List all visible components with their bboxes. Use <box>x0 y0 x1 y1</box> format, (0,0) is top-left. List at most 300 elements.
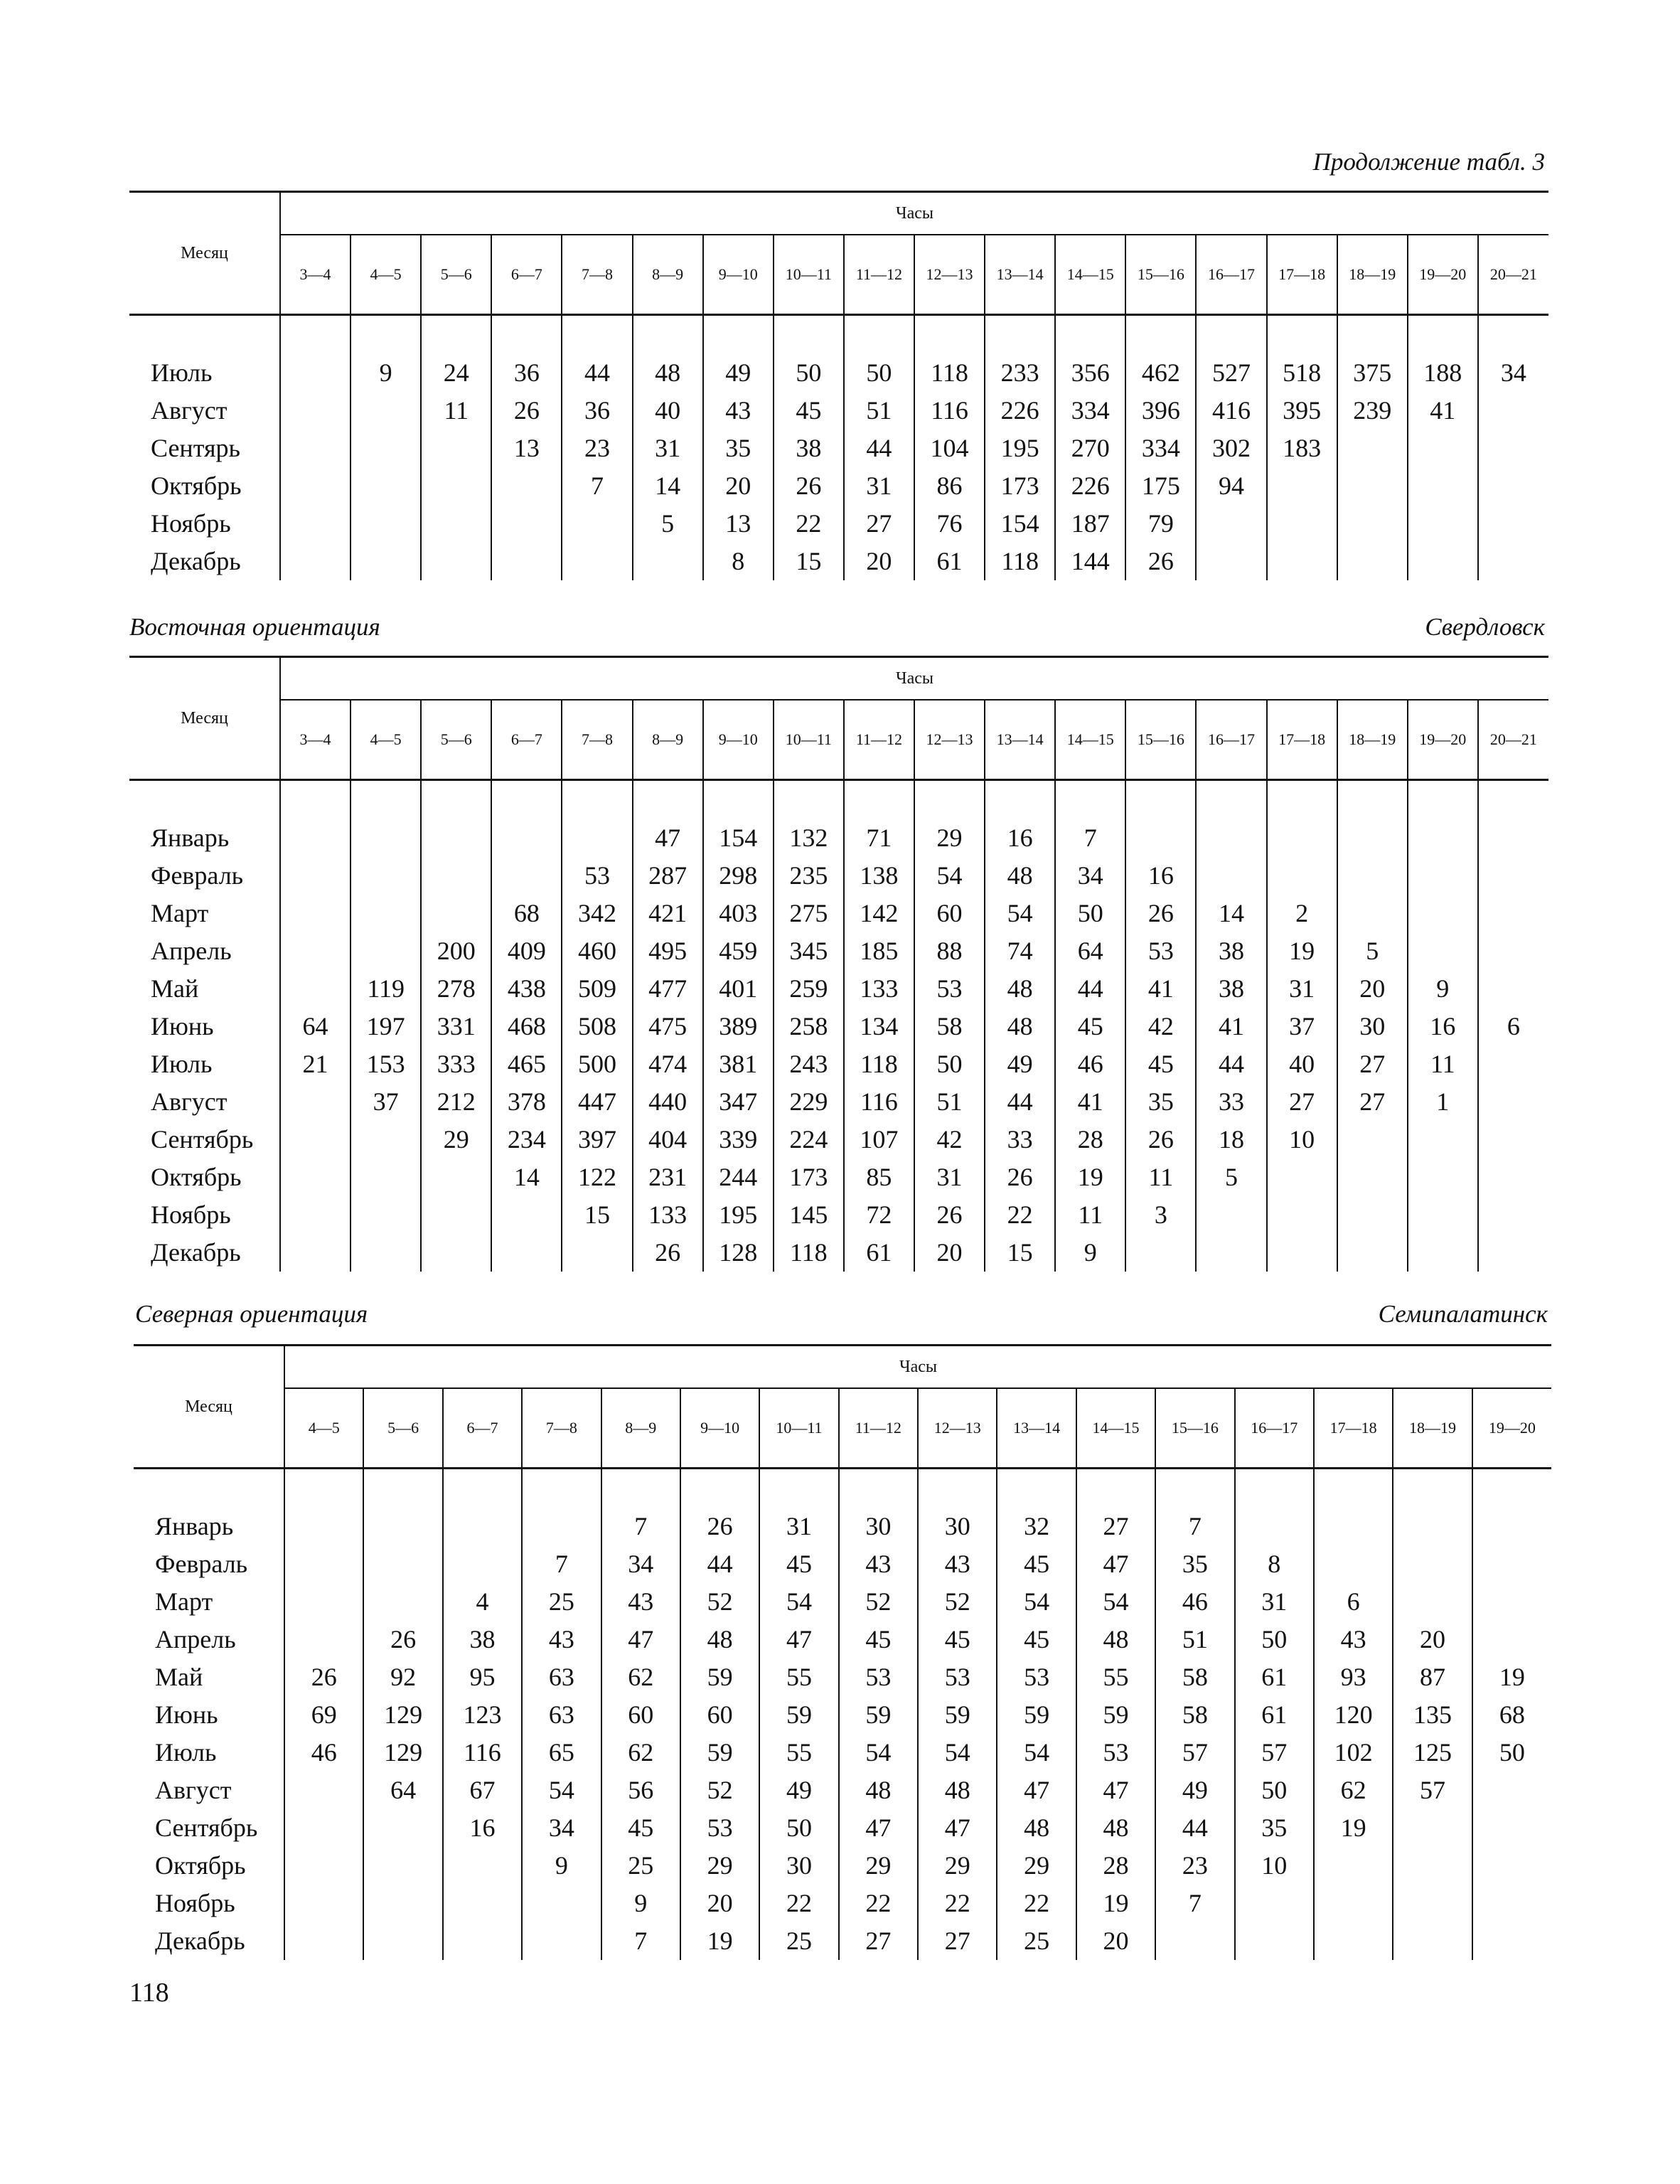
value-cell: 64 <box>363 1772 442 1809</box>
month-cell: Декабрь <box>134 1922 284 1960</box>
value-cell: 28 <box>1055 1121 1125 1158</box>
hour-interval-header: 5—6 <box>421 700 491 780</box>
hour-interval-header: 18—19 <box>1337 235 1408 315</box>
value-cell: 11 <box>421 392 491 430</box>
value-cell: 59 <box>1076 1696 1155 1734</box>
value-cell: 34 <box>1500 358 1526 387</box>
value-cell: 33 <box>985 1121 1055 1158</box>
value-cell <box>421 895 491 932</box>
value-cell: 116 <box>443 1734 522 1772</box>
month-cell: Ноябрь <box>129 1196 280 1234</box>
value-cell: 226 <box>985 392 1055 430</box>
value-cell: 495 <box>633 932 703 970</box>
value-cell <box>1196 505 1266 543</box>
hour-interval-header: 3—4 <box>280 235 351 315</box>
value-cell: 27 <box>1337 1083 1408 1121</box>
hour-interval-header: 8—9 <box>633 700 703 780</box>
value-cell <box>280 430 351 467</box>
value-cell: 51 <box>844 392 914 430</box>
hour-interval-header: 9—10 <box>703 700 774 780</box>
value-cell: 27 <box>1267 1083 1337 1121</box>
value-cell: 334 <box>1125 430 1196 467</box>
value-cell: 133 <box>844 970 914 1008</box>
table-july-december <box>129 191 1548 580</box>
month-cell: Август <box>129 1083 280 1121</box>
value-cell: 22 <box>774 505 844 543</box>
value-cell: 50 <box>914 1045 985 1083</box>
value-cell: 44 <box>1196 1045 1266 1083</box>
value-cell: 401 <box>703 970 774 1008</box>
value-cell: 508 <box>562 1008 632 1045</box>
value-cell <box>1478 1196 1548 1234</box>
value-cell: 57 <box>1393 1772 1472 1809</box>
value-cell <box>1478 543 1548 580</box>
value-cell: 20 <box>680 1885 759 1922</box>
value-cell: 28 <box>1076 1847 1155 1885</box>
value-cell: 345 <box>774 932 844 970</box>
value-cell <box>1478 857 1548 895</box>
value-cell: 49 <box>985 1045 1055 1083</box>
value-cell: 243 <box>774 1045 844 1083</box>
value-cell: 389 <box>703 1008 774 1045</box>
value-cell: 244 <box>703 1158 774 1196</box>
value-cell: 128 <box>703 1234 774 1272</box>
value-cell <box>1337 543 1408 580</box>
value-cell: 47 <box>997 1772 1076 1809</box>
value-cell: 14 <box>633 467 703 505</box>
value-cell <box>421 1196 491 1234</box>
hour-interval-header: 20—21 <box>1478 235 1548 315</box>
value-cell <box>1235 1922 1314 1960</box>
value-cell: 19 <box>680 1922 759 1960</box>
month-cell: Декабрь <box>129 543 280 580</box>
value-cell <box>280 1234 351 1272</box>
value-cell: 518 <box>1267 354 1337 392</box>
value-cell: 395 <box>1267 392 1337 430</box>
value-cell: 20 <box>703 467 774 505</box>
table-row <box>129 1158 1548 1196</box>
hour-interval-header: 9—10 <box>703 235 774 315</box>
month-cell: Январь <box>134 1508 284 1545</box>
table-row <box>134 1922 1551 1960</box>
value-cell: 378 <box>491 1083 562 1121</box>
value-cell: 41 <box>1196 1008 1266 1045</box>
value-cell <box>1337 505 1408 543</box>
value-cell: 31 <box>1267 970 1337 1008</box>
value-cell: 11 <box>1408 1045 1478 1083</box>
value-cell: 54 <box>914 857 985 895</box>
value-cell: 26 <box>774 467 844 505</box>
value-cell: 33 <box>1196 1083 1266 1121</box>
value-cell: 1 <box>1408 1083 1478 1121</box>
hour-interval-header: 11—12 <box>844 700 914 780</box>
value-cell <box>351 1158 421 1196</box>
value-cell: 19 <box>1076 1885 1155 1922</box>
value-cell <box>633 543 703 580</box>
value-cell: 52 <box>680 1772 759 1809</box>
value-cell: 48 <box>1076 1621 1155 1658</box>
table-row <box>134 1508 1551 1545</box>
value-cell: 129 <box>363 1734 442 1772</box>
value-cell: 41 <box>1055 1083 1125 1121</box>
value-cell: 15 <box>562 1196 632 1234</box>
hour-interval-header: 19—20 <box>1472 1388 1551 1469</box>
value-cell <box>1393 1583 1472 1621</box>
month-cell: Март <box>134 1583 284 1621</box>
value-cell: 465 <box>491 1045 562 1083</box>
value-cell: 95 <box>443 1658 522 1696</box>
value-cell: 119 <box>351 970 421 1008</box>
value-cell <box>1478 1045 1548 1083</box>
hour-interval-header: 19—20 <box>1408 700 1478 780</box>
value-cell: 92 <box>363 1658 442 1696</box>
value-cell <box>491 819 562 857</box>
value-cell: 6 <box>1507 1012 1520 1040</box>
value-cell <box>351 857 421 895</box>
value-cell: 62 <box>601 1658 680 1696</box>
value-cell: 62 <box>1314 1772 1393 1809</box>
value-cell <box>284 1847 363 1885</box>
value-cell: 48 <box>1076 1809 1155 1847</box>
value-cell: 22 <box>997 1885 1076 1922</box>
hour-interval-header: 8—9 <box>601 1388 680 1469</box>
value-cell: 30 <box>759 1847 838 1885</box>
value-cell <box>1393 1508 1472 1545</box>
value-cell: 132 <box>774 819 844 857</box>
value-cell <box>280 467 351 505</box>
section-city-sverdlovsk: Свердловск <box>1425 613 1545 641</box>
value-cell <box>443 1545 522 1583</box>
hour-interval-header: 15—16 <box>1125 700 1196 780</box>
value-cell: 20 <box>914 1234 985 1272</box>
value-cell: 53 <box>918 1658 997 1696</box>
value-cell: 154 <box>985 505 1055 543</box>
value-cell: 59 <box>918 1696 997 1734</box>
value-cell: 54 <box>839 1734 918 1772</box>
value-cell: 53 <box>1076 1734 1155 1772</box>
value-cell: 29 <box>839 1847 918 1885</box>
table-row <box>129 1196 1548 1234</box>
section-orientation-east: Восточная ориентация <box>129 613 380 641</box>
value-cell <box>1314 1922 1393 1960</box>
value-cell: 85 <box>844 1158 914 1196</box>
section-orientation-north: Северная ориентация <box>135 1300 368 1328</box>
value-cell <box>351 430 421 467</box>
value-cell: 48 <box>680 1621 759 1658</box>
value-cell: 459 <box>703 932 774 970</box>
value-cell <box>443 1885 522 1922</box>
value-cell <box>562 1234 632 1272</box>
value-cell: 195 <box>985 430 1055 467</box>
value-cell: 44 <box>1055 970 1125 1008</box>
value-cell: 500 <box>562 1045 632 1083</box>
value-cell: 55 <box>759 1734 838 1772</box>
value-cell: 53 <box>914 970 985 1008</box>
value-cell: 37 <box>1267 1008 1337 1045</box>
table-row <box>134 1734 1551 1772</box>
value-cell: 62 <box>601 1734 680 1772</box>
table-row <box>134 1847 1551 1885</box>
value-cell: 54 <box>1076 1583 1155 1621</box>
value-cell <box>1196 543 1266 580</box>
value-cell: 356 <box>1055 354 1125 392</box>
value-cell <box>351 819 421 857</box>
value-cell: 31 <box>759 1508 838 1545</box>
hours-group-header: Часы <box>284 1346 1551 1389</box>
value-cell <box>1478 392 1548 430</box>
value-cell: 88 <box>914 932 985 970</box>
value-cell: 8 <box>703 543 774 580</box>
value-cell: 50 <box>1235 1621 1314 1658</box>
value-cell: 49 <box>759 1772 838 1809</box>
value-cell <box>1393 1545 1472 1583</box>
value-cell: 18 <box>1196 1121 1266 1158</box>
value-cell: 31 <box>914 1158 985 1196</box>
value-cell: 47 <box>759 1621 838 1658</box>
value-cell: 72 <box>844 1196 914 1234</box>
value-cell: 48 <box>839 1772 918 1809</box>
month-cell: Апрель <box>134 1621 284 1658</box>
value-cell: 185 <box>844 932 914 970</box>
month-cell: Декабрь <box>129 1234 280 1272</box>
value-cell: 50 <box>844 354 914 392</box>
table-row <box>134 1583 1551 1621</box>
value-cell <box>421 543 491 580</box>
value-cell: 29 <box>918 1847 997 1885</box>
value-cell: 40 <box>633 392 703 430</box>
value-cell: 37 <box>351 1083 421 1121</box>
value-cell: 49 <box>1155 1772 1234 1809</box>
value-cell <box>1196 819 1266 857</box>
value-cell <box>1472 1847 1551 1885</box>
value-cell: 57 <box>1155 1734 1234 1772</box>
value-cell: 44 <box>844 430 914 467</box>
value-cell: 153 <box>351 1045 421 1083</box>
value-cell: 50 <box>774 354 844 392</box>
month-column-header: Месяц <box>134 1346 284 1469</box>
value-cell: 173 <box>774 1158 844 1196</box>
value-cell: 47 <box>1076 1772 1155 1809</box>
value-cell: 31 <box>844 467 914 505</box>
value-cell <box>1267 467 1337 505</box>
value-cell <box>1478 1158 1548 1196</box>
month-cell: Сентярь <box>129 430 280 467</box>
value-cell <box>1478 1234 1548 1272</box>
month-cell: Февраль <box>129 857 280 895</box>
value-cell: 173 <box>985 467 1055 505</box>
hours-group-header: Часы <box>280 657 1548 701</box>
value-cell: 22 <box>918 1885 997 1922</box>
value-cell: 11 <box>1125 1158 1196 1196</box>
value-cell: 11 <box>1055 1196 1125 1234</box>
table-row <box>129 857 1548 895</box>
value-cell: 259 <box>774 970 844 1008</box>
value-cell: 59 <box>759 1696 838 1734</box>
value-cell <box>351 543 421 580</box>
value-cell: 44 <box>1155 1809 1234 1847</box>
value-cell: 22 <box>759 1885 838 1922</box>
value-cell <box>1125 1234 1196 1272</box>
value-cell: 61 <box>1235 1696 1314 1734</box>
value-cell: 54 <box>918 1734 997 1772</box>
value-cell: 20 <box>1337 970 1408 1008</box>
value-cell: 42 <box>1125 1008 1196 1045</box>
value-cell <box>562 819 632 857</box>
value-cell: 468 <box>491 1008 562 1045</box>
value-cell: 94 <box>1196 467 1266 505</box>
value-cell <box>443 1508 522 1545</box>
value-cell: 47 <box>918 1809 997 1847</box>
value-cell: 25 <box>601 1847 680 1885</box>
value-cell: 7 <box>1055 819 1125 857</box>
value-cell <box>1478 1121 1548 1158</box>
value-cell: 334 <box>1055 392 1125 430</box>
value-cell: 8 <box>1235 1545 1314 1583</box>
hour-interval-header: 5—6 <box>421 235 491 315</box>
value-cell: 45 <box>1055 1008 1125 1045</box>
hour-interval-header: 10—11 <box>774 235 844 315</box>
value-cell <box>1472 1508 1551 1545</box>
value-cell <box>1314 1508 1393 1545</box>
table-row <box>129 1234 1548 1272</box>
value-cell <box>363 1847 442 1885</box>
hour-interval-header: 4—5 <box>351 700 421 780</box>
value-cell: 287 <box>633 857 703 895</box>
value-cell: 474 <box>633 1045 703 1083</box>
table-row <box>129 467 1548 505</box>
value-cell: 118 <box>914 354 985 392</box>
hour-interval-header: 12—13 <box>914 235 985 315</box>
value-cell: 19 <box>1499 1663 1525 1691</box>
section-city-semipalatinsk: Семипалатинск <box>1378 1300 1548 1328</box>
month-cell: Апрель <box>129 932 280 970</box>
value-cell <box>1408 430 1478 467</box>
month-cell: Июнь <box>129 1008 280 1045</box>
value-cell: 381 <box>703 1045 774 1083</box>
table-row <box>129 819 1548 857</box>
value-cell: 45 <box>759 1545 838 1583</box>
value-cell <box>1314 1885 1393 1922</box>
value-cell: 54 <box>997 1734 1076 1772</box>
hour-interval-header: 14—15 <box>1055 235 1125 315</box>
value-cell: 10 <box>1235 1847 1314 1885</box>
table-row <box>134 1545 1551 1583</box>
value-cell <box>1472 1621 1551 1658</box>
month-cell: Июль <box>129 354 280 392</box>
hour-interval-header: 16—17 <box>1196 700 1266 780</box>
value-cell: 59 <box>997 1696 1076 1734</box>
table-row <box>134 1696 1551 1734</box>
hour-interval-header: 20—21 <box>1478 700 1548 780</box>
value-cell: 270 <box>1055 430 1125 467</box>
month-cell: Июль <box>134 1734 284 1772</box>
value-cell: 144 <box>1055 543 1125 580</box>
value-cell: 421 <box>633 895 703 932</box>
hour-interval-header: 10—11 <box>759 1388 838 1469</box>
table-row <box>129 354 1548 392</box>
value-cell: 9 <box>1408 970 1478 1008</box>
value-cell: 35 <box>1125 1083 1196 1121</box>
value-cell <box>1472 1772 1551 1809</box>
value-cell: 15 <box>985 1234 1055 1272</box>
value-cell: 50 <box>759 1809 838 1847</box>
hour-interval-header: 6—7 <box>443 1388 522 1469</box>
value-cell: 59 <box>680 1658 759 1696</box>
value-cell <box>1337 1121 1408 1158</box>
value-cell: 397 <box>562 1121 632 1158</box>
value-cell <box>1267 1234 1337 1272</box>
value-cell: 4 <box>443 1583 522 1621</box>
value-cell: 36 <box>491 354 562 392</box>
month-column-header: Месяц <box>129 192 280 315</box>
value-cell: 60 <box>680 1696 759 1734</box>
value-cell: 22 <box>839 1885 918 1922</box>
value-cell <box>1267 543 1337 580</box>
value-cell: 2 <box>1267 895 1337 932</box>
table-row <box>134 1772 1551 1809</box>
value-cell: 44 <box>680 1545 759 1583</box>
value-cell: 175 <box>1125 467 1196 505</box>
table-row <box>129 543 1548 580</box>
hour-interval-header: 18—19 <box>1337 700 1408 780</box>
value-cell <box>1478 819 1548 857</box>
value-cell: 440 <box>633 1083 703 1121</box>
value-cell: 342 <box>562 895 632 932</box>
value-cell: 509 <box>562 970 632 1008</box>
hour-interval-header: 7—8 <box>562 235 632 315</box>
value-cell: 40 <box>1267 1045 1337 1083</box>
table-row <box>134 1809 1551 1847</box>
value-cell: 347 <box>703 1083 774 1121</box>
hour-interval-header: 18—19 <box>1393 1388 1472 1469</box>
value-cell <box>1408 1196 1478 1234</box>
value-cell: 15 <box>774 543 844 580</box>
value-cell: 134 <box>844 1008 914 1045</box>
value-cell: 30 <box>918 1508 997 1545</box>
value-cell: 59 <box>839 1696 918 1734</box>
value-cell: 47 <box>601 1621 680 1658</box>
value-cell: 26 <box>914 1196 985 1234</box>
value-cell: 45 <box>997 1621 1076 1658</box>
value-cell: 14 <box>491 1158 562 1196</box>
value-cell: 462 <box>1125 354 1196 392</box>
value-cell: 55 <box>759 1658 838 1696</box>
value-cell: 51 <box>914 1083 985 1121</box>
value-cell <box>421 857 491 895</box>
value-cell: 26 <box>680 1508 759 1545</box>
value-cell: 71 <box>844 819 914 857</box>
value-cell: 38 <box>1196 932 1266 970</box>
value-cell: 45 <box>839 1621 918 1658</box>
table-row <box>129 1083 1548 1121</box>
value-cell <box>562 543 632 580</box>
value-cell: 26 <box>363 1621 442 1658</box>
value-cell <box>284 1922 363 1960</box>
value-cell: 145 <box>774 1196 844 1234</box>
value-cell: 404 <box>633 1121 703 1158</box>
value-cell <box>363 1508 442 1545</box>
month-cell: Октябрь <box>129 467 280 505</box>
value-cell: 239 <box>1337 392 1408 430</box>
value-cell <box>491 1234 562 1272</box>
value-cell: 48 <box>985 970 1055 1008</box>
value-cell <box>363 1885 442 1922</box>
value-cell: 60 <box>601 1696 680 1734</box>
value-cell: 6 <box>1314 1583 1393 1621</box>
value-cell: 19 <box>1055 1158 1125 1196</box>
value-cell: 50 <box>1055 895 1125 932</box>
month-cell: Ноябрь <box>134 1885 284 1922</box>
